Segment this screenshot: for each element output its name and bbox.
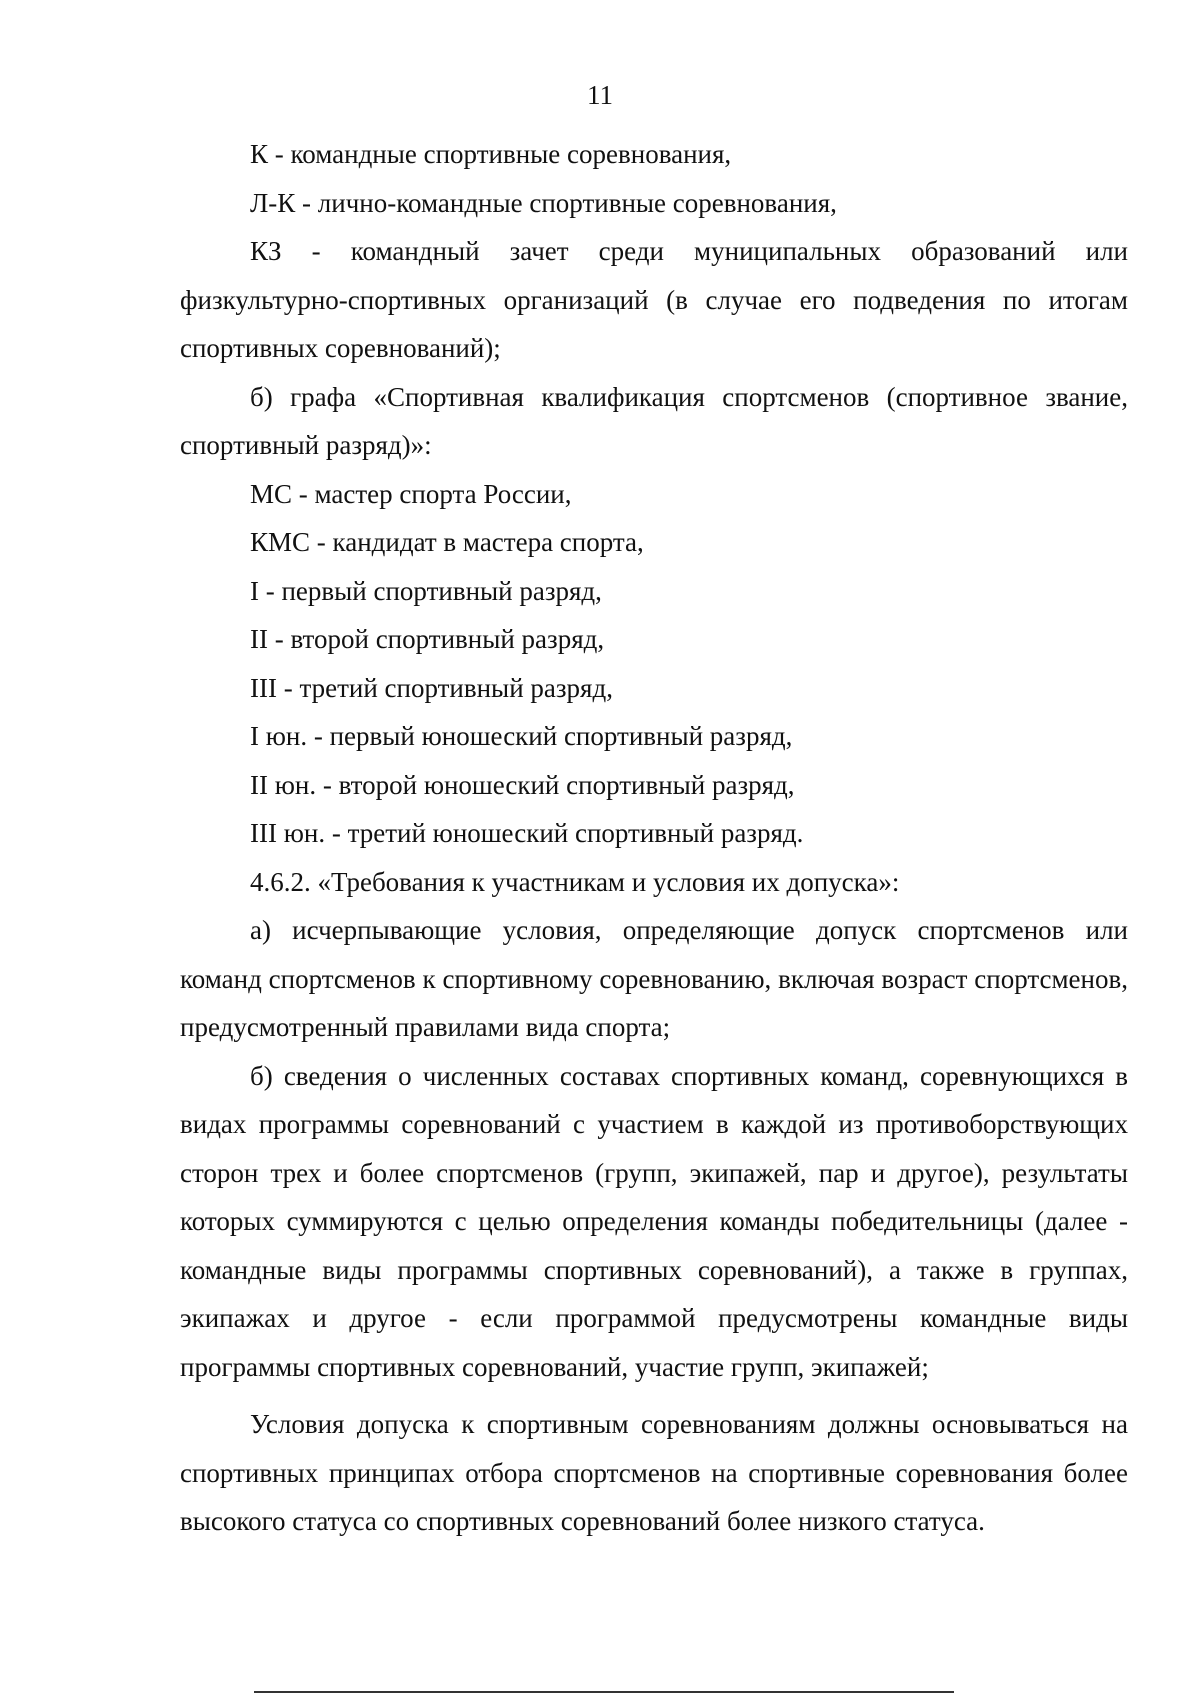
- paragraph-section-heading: 4.6.2. «Требования к участникам и условия их допуска»:: [250, 866, 900, 897]
- paragraph-legend-kz: КЗ - командный зачет среди муниципальных образований или физкультурно-спортивных организаций (в случае его подведения по итогам спортивных соревнований);: [180, 236, 1128, 363]
- page-number: 11: [587, 80, 613, 110]
- paragraph-legend-rank-2: II - второй спортивный разряд,: [250, 624, 605, 654]
- paragraph-admission-conditions: а) исчерпывающие условия, определяющие допуск спортсменов или команд спортсменов к спортивному соревнованию, включая возраст спортсменов, предусмотренный правилами вида спорта;: [180, 915, 1128, 1042]
- paragraph-legend-junior-2: II юн. - второй юношеский спортивный разряд,: [250, 769, 795, 800]
- paragraph-legend-rank-3: III - третий спортивный разряд,: [250, 672, 613, 703]
- paragraph-legend-rank-1: I - первый спортивный разряд,: [250, 575, 602, 606]
- document-body: [180, 130, 1128, 1546]
- paragraph-legend-kms: КМС - кандидат в мастера спорта,: [250, 527, 644, 557]
- paragraph-legend-k: К - командные спортивные соревнования,: [250, 139, 732, 169]
- paragraph-admission-principles: Условия допуска к спортивным соревнованиям должны основываться на спортивных принципах отбора спортсменов на спортивные соревнования более высокого статуса со спортивных соревнований более низкого статуса.: [180, 1409, 1128, 1536]
- paragraph-legend-lk: Л-К - лично-командные спортивные соревнования,: [250, 187, 837, 218]
- paragraph-legend-junior-1: I юн. - первый юношеский спортивный разряд,: [250, 721, 793, 751]
- footer-rule: [254, 1691, 954, 1693]
- paragraph-legend-junior-3: III юн. - третий юношеский спортивный разряд.: [250, 818, 804, 848]
- paragraph-team-composition: б) сведения о численных составах спортивных команд, соревнующихся в видах программы соревнований с участием в каждой из противоборствующих сторон трех и более спортсменов (групп, экипажей, пар и другое), результаты которых суммируются с целью определения команды победительницы (далее - командные виды программы спортивных соревнований), а также в группах, экипажах и другое - если программой предусмотрены командные виды программы спортивных соревнований, участие групп, экипажей;: [180, 1060, 1128, 1382]
- paragraph-qualification-column: б) графа «Спортивная квалификация спортсменов (спортивное звание, спортивный разряд)»:: [180, 381, 1128, 460]
- paragraph-legend-ms: МС - мастер спорта России,: [250, 478, 572, 509]
